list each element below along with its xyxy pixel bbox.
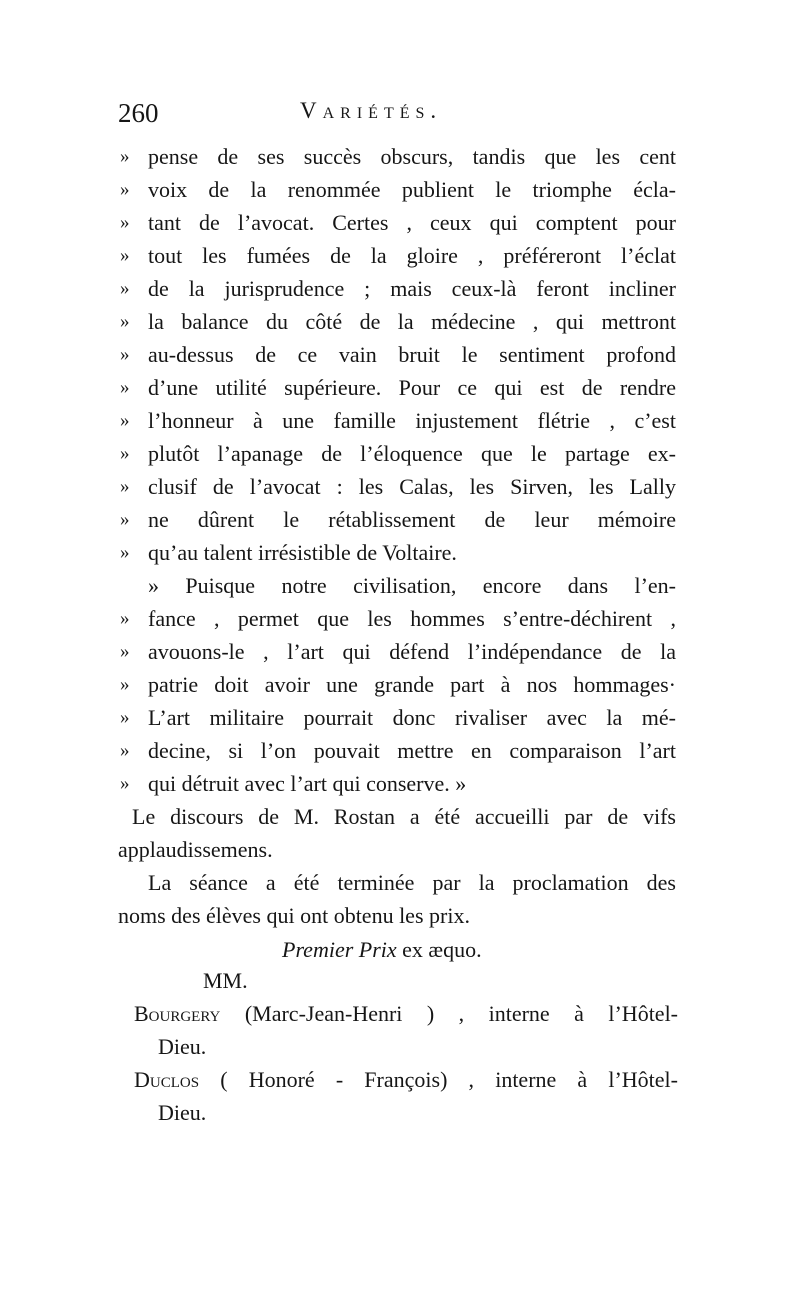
text-line: applaudissemens.	[118, 837, 273, 862]
text-line: tout les fumées de la gloire , préféreront l’éclat	[148, 243, 676, 268]
text-line: la balance du côté de la médecine , qui mettront	[148, 309, 676, 334]
text-line: ne dûrent le rétablissement de leur mémoire	[148, 507, 676, 532]
quote-mark: »	[120, 377, 130, 398]
quote-mark: »	[120, 410, 130, 431]
winner-continuation: Dieu.	[158, 1100, 207, 1125]
text-line: plutôt l’apanage de l’éloquence que le partage ex-	[148, 441, 676, 466]
quote-mark: »	[120, 773, 130, 794]
text-line: decine, si l’on pouvait mettre en comparaison l’art	[148, 738, 676, 763]
prize-heading	[282, 939, 482, 961]
text-line: qui détruit avec l’art qui conserve. »	[148, 771, 467, 796]
quote-mark: »	[120, 311, 130, 332]
winner-entry	[134, 1069, 678, 1091]
quote-mark: »	[120, 674, 130, 695]
quote-mark: »	[120, 476, 130, 497]
text-line: Le discours de M. Rostan a été accueilli par de vifs	[132, 804, 676, 829]
winner-continuation: Dieu.	[158, 1034, 207, 1059]
quote-mark: »	[120, 344, 130, 365]
text-line: tant de l’avocat. Certes , ceux qui comptent pour	[148, 210, 676, 235]
text-line: patrie doit avoir une grande part à nos hommages·	[148, 672, 676, 697]
quote-mark: »	[120, 146, 130, 167]
text-line: clusif de l’avocat : les Calas, les Sirven, les Lally	[148, 474, 676, 499]
text-line: noms des élèves qui ont obtenu les prix.	[118, 903, 470, 928]
page-number: 260	[118, 98, 159, 128]
text-line: l’honneur à une famille injustement flétrie , c’est	[148, 408, 676, 433]
quote-mark: »	[120, 179, 130, 200]
quote-mark: »	[120, 245, 130, 266]
page-header	[118, 98, 678, 134]
quote-mark: »	[120, 542, 130, 563]
quote-mark: »	[120, 278, 130, 299]
winner-surname: Duclos	[134, 1067, 200, 1092]
text-line: fance , permet que les hommes s’entre-déchirent ,	[148, 606, 676, 631]
mm-label: MM.	[203, 968, 248, 993]
text-line: » Puisque notre civilisation, encore dans l’en-	[148, 573, 676, 598]
quote-mark: »	[120, 509, 130, 530]
quote-mark: »	[120, 740, 130, 761]
text-line: La séance a été terminée par la proclamation des	[148, 870, 676, 895]
quote-mark: »	[120, 608, 130, 629]
winner-entry	[134, 1003, 678, 1025]
winner-details: (Marc-Jean-Henri ) , interne à l’Hôtel-	[244, 1001, 679, 1026]
winner-surname: Bourgery	[134, 1001, 221, 1026]
quote-mark: »	[120, 641, 130, 662]
text-line: d’une utilité supérieure. Pour ce qui est de rendre	[148, 375, 676, 400]
prize-suffix: ex æquo.	[402, 937, 482, 962]
winner-details: ( Honoré - François) , interne à l’Hôtel-	[220, 1067, 678, 1092]
quote-mark: »	[120, 212, 130, 233]
text-line: qu’au talent irrésistible de Voltaire.	[148, 540, 457, 565]
text-line: de la jurisprudence ; mais ceux-là feront incliner	[148, 276, 676, 301]
quote-mark: »	[120, 443, 130, 464]
text-line: pense de ses succès obscurs, tandis que les cent	[148, 144, 676, 169]
quote-mark: »	[120, 707, 130, 728]
running-title: Variétés.	[300, 98, 443, 123]
text-line: avouons-le , l’art qui défend l’indépendance de la	[148, 639, 676, 664]
prize-title: Premier Prix	[282, 937, 397, 962]
text-line: voix de la renommée publient le triomphe écla-	[148, 177, 676, 202]
text-line: L’art militaire pourrait donc rivaliser avec la mé-	[148, 705, 676, 730]
text-line: au-dessus de ce vain bruit le sentiment profond	[148, 342, 676, 367]
